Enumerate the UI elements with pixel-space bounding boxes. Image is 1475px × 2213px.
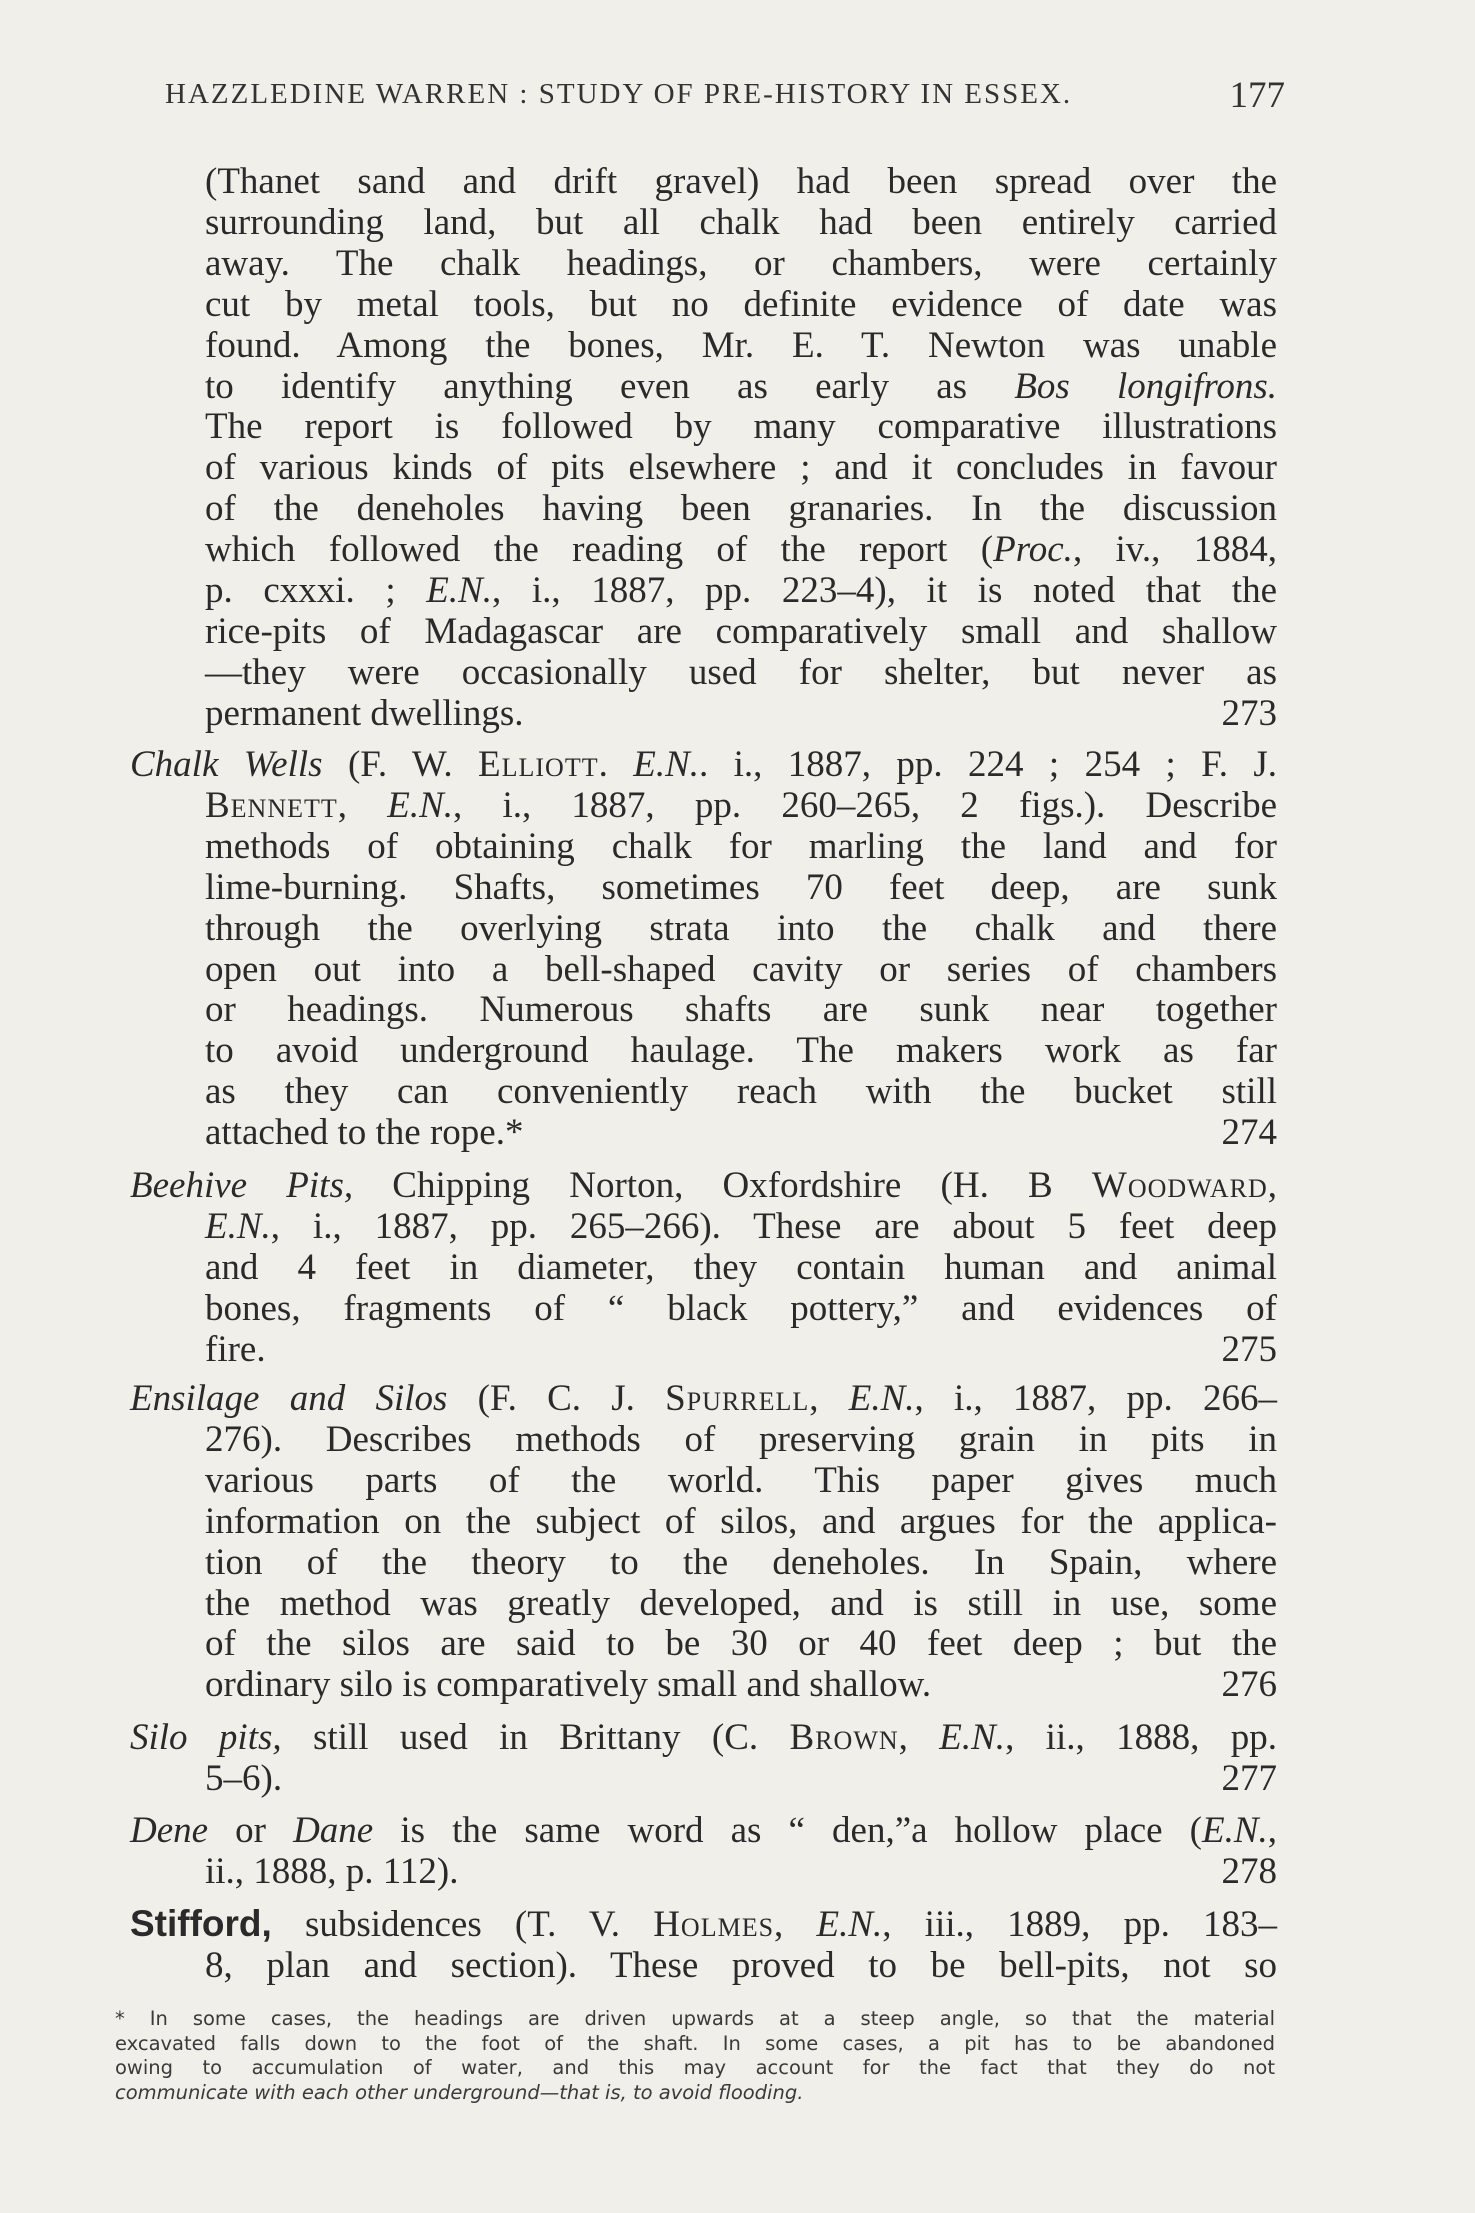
entry-number: 278	[1221, 1850, 1277, 1892]
entry-heading-line: Beehive Pits, Chipping Norton, Oxfordshire (H. B Woodward,	[130, 1165, 1277, 1206]
page-number: 177	[1229, 75, 1285, 116]
entry-number: 274	[1221, 1112, 1277, 1154]
text-line: —they were occasionally used for shelter, but never as	[205, 651, 1277, 693]
text-line: tion of the theory to the deneholes. In Spain, where	[205, 1541, 1277, 1583]
footnote	[115, 2007, 1275, 2105]
text-line: ii., 1888, p. 112). 278	[205, 1850, 1277, 1892]
footnote-line: owing to accumulation of water, and this may account for the fact that they do not	[115, 2056, 1275, 2080]
entry-number: 277	[1221, 1757, 1277, 1799]
text-line: information on the subject of silos, and argues for the applica-	[205, 1500, 1277, 1542]
species-name: Bos longifrons.	[1014, 365, 1278, 407]
text-line: of various kinds of pits elsewhere ; and it concludes in favour	[205, 447, 1277, 489]
text-line: bones, fragments of “ black pottery,” and evidences of	[205, 1287, 1277, 1329]
text-line: or headings. Numerous shafts are sunk near together	[205, 989, 1277, 1031]
entry-number: 273	[1221, 692, 1277, 734]
text-line: methods of obtaining chalk for marling the land and for	[205, 825, 1277, 867]
text-line: fire. 275	[205, 1328, 1277, 1370]
entry-chalk-wells	[130, 744, 1278, 1154]
text-line: of the silos are said to be 30 or 40 feet deep ; but the	[205, 1623, 1277, 1665]
entry-number: 276	[1221, 1664, 1277, 1706]
text-line: away. The chalk headings, or chambers, were certainly	[205, 242, 1277, 284]
entry-title: Silo pits,	[130, 1717, 282, 1758]
entry-number: 275	[1221, 1328, 1277, 1370]
entry-heading-line: Silo pits, still used in Brittany (C. Brown, E.N., ii., 1888, pp.	[130, 1717, 1277, 1758]
text-line: to identify anything even as early as Bos longifrons.	[205, 365, 1278, 407]
entry-ensilage-and-silos	[130, 1378, 1278, 1706]
text-line: 5–6). 277	[205, 1757, 1277, 1799]
running-header	[165, 75, 1285, 116]
entry-heading-line: Ensilage and Silos (F. C. J. Spurrell, E.N., i., 1887, pp. 266–	[130, 1378, 1278, 1419]
text-line: as they can conveniently reach with the bucket still	[205, 1071, 1277, 1113]
text-line: E.N., i., 1887, pp. 265–266). These are about 5 feet deep	[205, 1205, 1277, 1247]
text-line: The report is followed by many comparative illustrations	[205, 406, 1277, 448]
entry-heading-line: Stifford, subsidences (T. V. Holmes, E.N., iii., 1889, pp. 183–	[130, 1903, 1278, 1945]
text-line: through the overlying strata into the chalk and there	[205, 907, 1277, 949]
text-line: ordinary silo is comparatively small and shallow. 276	[205, 1664, 1277, 1706]
paragraph-thanet-continuation	[205, 162, 1277, 735]
text-line: 8, plan and section). These proved to be bell-pits, not so	[205, 1944, 1277, 1986]
entry-dene-or-dane	[130, 1810, 1277, 1893]
entry-title: Beehive Pits,	[130, 1165, 354, 1206]
entry-title: Stifford,	[130, 1903, 272, 1944]
text-line: rice-pits of Madagascar are comparatively small and shallow	[205, 610, 1277, 652]
text-line: and 4 feet in diameter, they contain human and animal	[205, 1246, 1277, 1288]
text-line: various parts of the world. This paper gives much	[205, 1459, 1277, 1501]
text-line: Bennett, E.N., i., 1887, pp. 260–265, 2 figs.). Describe	[205, 784, 1277, 826]
text-line: the method was greatly developed, and is still in use, some	[205, 1582, 1277, 1624]
text-line: surrounding land, but all chalk had been entirely carried	[205, 201, 1277, 243]
entry-title: Chalk Wells	[130, 744, 323, 785]
entry-stifford	[130, 1903, 1278, 1987]
text-line: permanent dwellings. 273	[205, 692, 1277, 734]
footnote-line: excavated falls down to the foot of the shaft. In some cases, a pit has to be abandoned	[115, 2031, 1275, 2055]
text-line: open out into a bell-shaped cavity or series of chambers	[205, 948, 1277, 990]
text-line: attached to the rope.* 274	[205, 1112, 1277, 1154]
text-line: (Thanet sand and drift gravel) had been spread over the	[205, 161, 1277, 202]
entry-heading-line: Dene or Dane is the same word as “ den,”a hollow place (E.N.,	[130, 1810, 1277, 1851]
entry-title: Dene	[130, 1810, 209, 1851]
entry-heading-line: Chalk Wells (F. W. Elliott. E.N.. i., 1887, pp. 224 ; 254 ; F. J.	[130, 744, 1278, 785]
text-line: cut by metal tools, but no definite evidence of date was	[205, 283, 1277, 325]
text-line: found. Among the bones, Mr. E. T. Newton was unable	[205, 324, 1277, 366]
entry-beehive-pits	[130, 1165, 1277, 1371]
text-line: p. cxxxi. ; E.N., i., 1887, pp. 223–4), it is noted that the	[205, 570, 1277, 612]
entry-silo-pits	[130, 1717, 1277, 1800]
running-title: HAZZLEDINE WARREN : STUDY OF PRE-HISTORY IN ESSEX.	[165, 78, 1073, 110]
text-line: lime-burning. Shafts, sometimes 70 feet deep, are sunk	[205, 866, 1277, 908]
entry-title: Ensilage and Silos	[130, 1378, 448, 1419]
text-line: of the deneholes having been granaries. In the discussion	[205, 488, 1277, 530]
text-line: which followed the reading of the report (Proc., iv., 1884,	[205, 529, 1277, 571]
footnote-line: * In some cases, the headings are driven upwards at a steep angle, so that the material	[115, 2007, 1275, 2030]
text-line: 276). Describes methods of preserving grain in pits in	[205, 1418, 1277, 1460]
text-line: to avoid underground haulage. The makers work as far	[205, 1030, 1277, 1072]
footnote-line: communicate with each other underground—that is, to avoid flooding.	[115, 2080, 804, 2104]
